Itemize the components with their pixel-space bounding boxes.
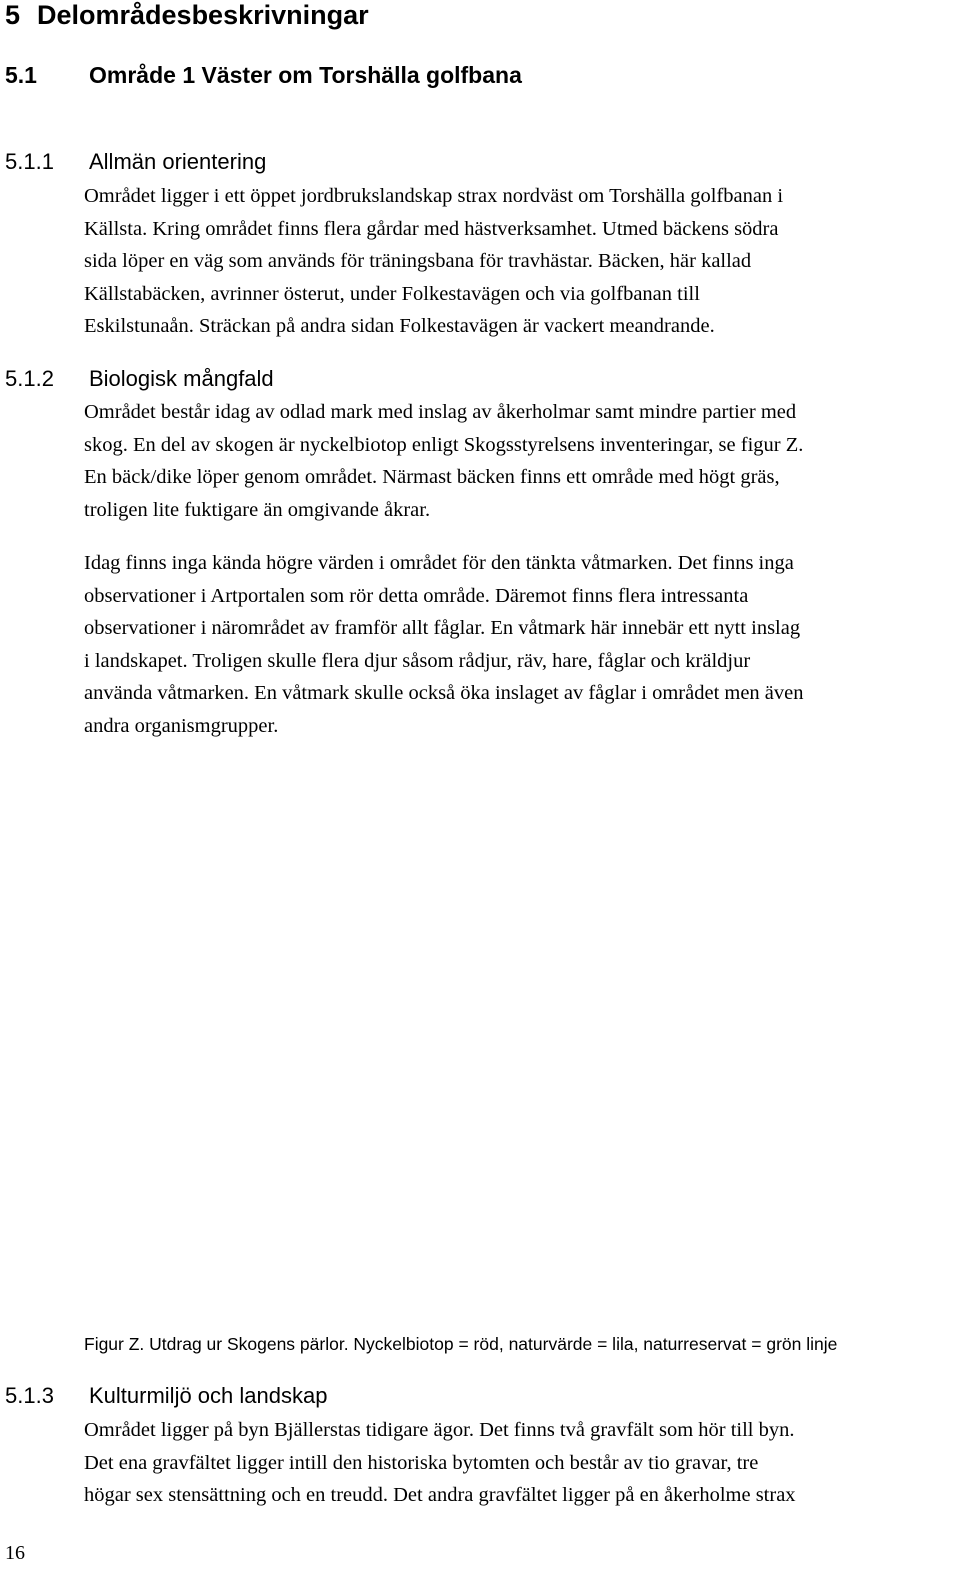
- subsection-heading-general: [5, 149, 266, 175]
- subsection-number: 5.1.1: [5, 149, 54, 174]
- text-line: Källstabäcken, avrinner österut, under Folkestavägen och via golfbanan till: [84, 282, 700, 305]
- section-number: 5.1: [5, 62, 37, 88]
- subsection-title: Kulturmiljö och landskap: [89, 1383, 328, 1408]
- paragraph-biodiversity-2: [84, 547, 804, 742]
- text-line: högar sex stensättning och en treudd. Det andra gravfältet ligger på en åkerholme strax: [84, 1484, 796, 1506]
- subsection-heading-biodiversity: [5, 366, 274, 392]
- subsection-number: 5.1.2: [5, 366, 54, 391]
- text-line: Idag finns inga kända högre värden i området för den tänkta våtmarken. Det finns inga: [84, 552, 794, 574]
- subsection-number: 5.1.3: [5, 1383, 54, 1408]
- paragraph-culture: [84, 1414, 796, 1512]
- text-line: troligen lite fuktigare än omgivande åkrar.: [84, 498, 431, 521]
- text-line: Området består idag av odlad mark med inslag av åkerholmar samt mindre partier med: [84, 401, 797, 423]
- text-line: använda våtmarken. En våtmark skulle också öka inslaget av fåglar i området men även: [84, 682, 804, 704]
- text-line: skog. En del av skogen är nyckelbiotop enligt Skogsstyrelsens inventeringar, se figur Z.: [84, 433, 804, 456]
- paragraph-biodiversity-1: [84, 396, 803, 526]
- chapter-title: Delområdesbeskrivningar: [37, 0, 369, 30]
- paragraph-general-orientation: [84, 180, 783, 343]
- section-heading: [5, 62, 522, 89]
- page-number: 16: [5, 1542, 25, 1564]
- text-line: i landskapet. Troligen skulle flera djur såsom rådjur, räv, hare, fåglar och kräldjur: [84, 649, 751, 672]
- text-line: Det ena gravfältet ligger intill den historiska bytomten och består av tio gravar, tre: [84, 1451, 759, 1474]
- text-line: observationer i Artportalen som rör detta område. Däremot finns flera intressanta: [84, 584, 749, 607]
- chapter-number: 5: [5, 0, 21, 30]
- section-title: Område 1 Väster om Torshälla golfbana: [89, 62, 522, 88]
- chapter-heading: [5, 0, 369, 31]
- text-line: Området ligger på byn Bjällerstas tidigare ägor. Det finns två gravfält som hör till byn.: [84, 1419, 795, 1441]
- text-line: observationer i närområdet av framför allt fåglar. En våtmark här innebär ett nytt inslag: [84, 617, 801, 639]
- text-line: andra organismgrupper.: [84, 714, 279, 737]
- text-line: Eskilstunaån. Sträckan på andra sidan Folkestavägen är vackert meandrande.: [84, 315, 715, 337]
- text-line: En bäck/dike löper genom området. Närmast bäcken finns ett område med högt gräs,: [84, 466, 780, 488]
- text-line: Källsta. Kring området finns flera gårdar med hästverksamhet. Utmed bäckens södra: [84, 217, 779, 240]
- subsection-title: Allmän orientering: [89, 149, 267, 174]
- figure-caption: Figur Z. Utdrag ur Skogens pärlor. Nyckelbiotop = röd, naturvärde = lila, naturreservat = grön linje: [84, 1334, 838, 1354]
- text-line: Området ligger i ett öppet jordbrukslandskap strax nordväst om Torshälla golfbanan i: [84, 185, 784, 207]
- subsection-title: Biologisk mångfald: [89, 366, 274, 391]
- subsection-heading-culture: [5, 1383, 327, 1409]
- text-line: sida löper en väg som används för träningsbana för travhästar. Bäcken, här kallad: [84, 250, 752, 272]
